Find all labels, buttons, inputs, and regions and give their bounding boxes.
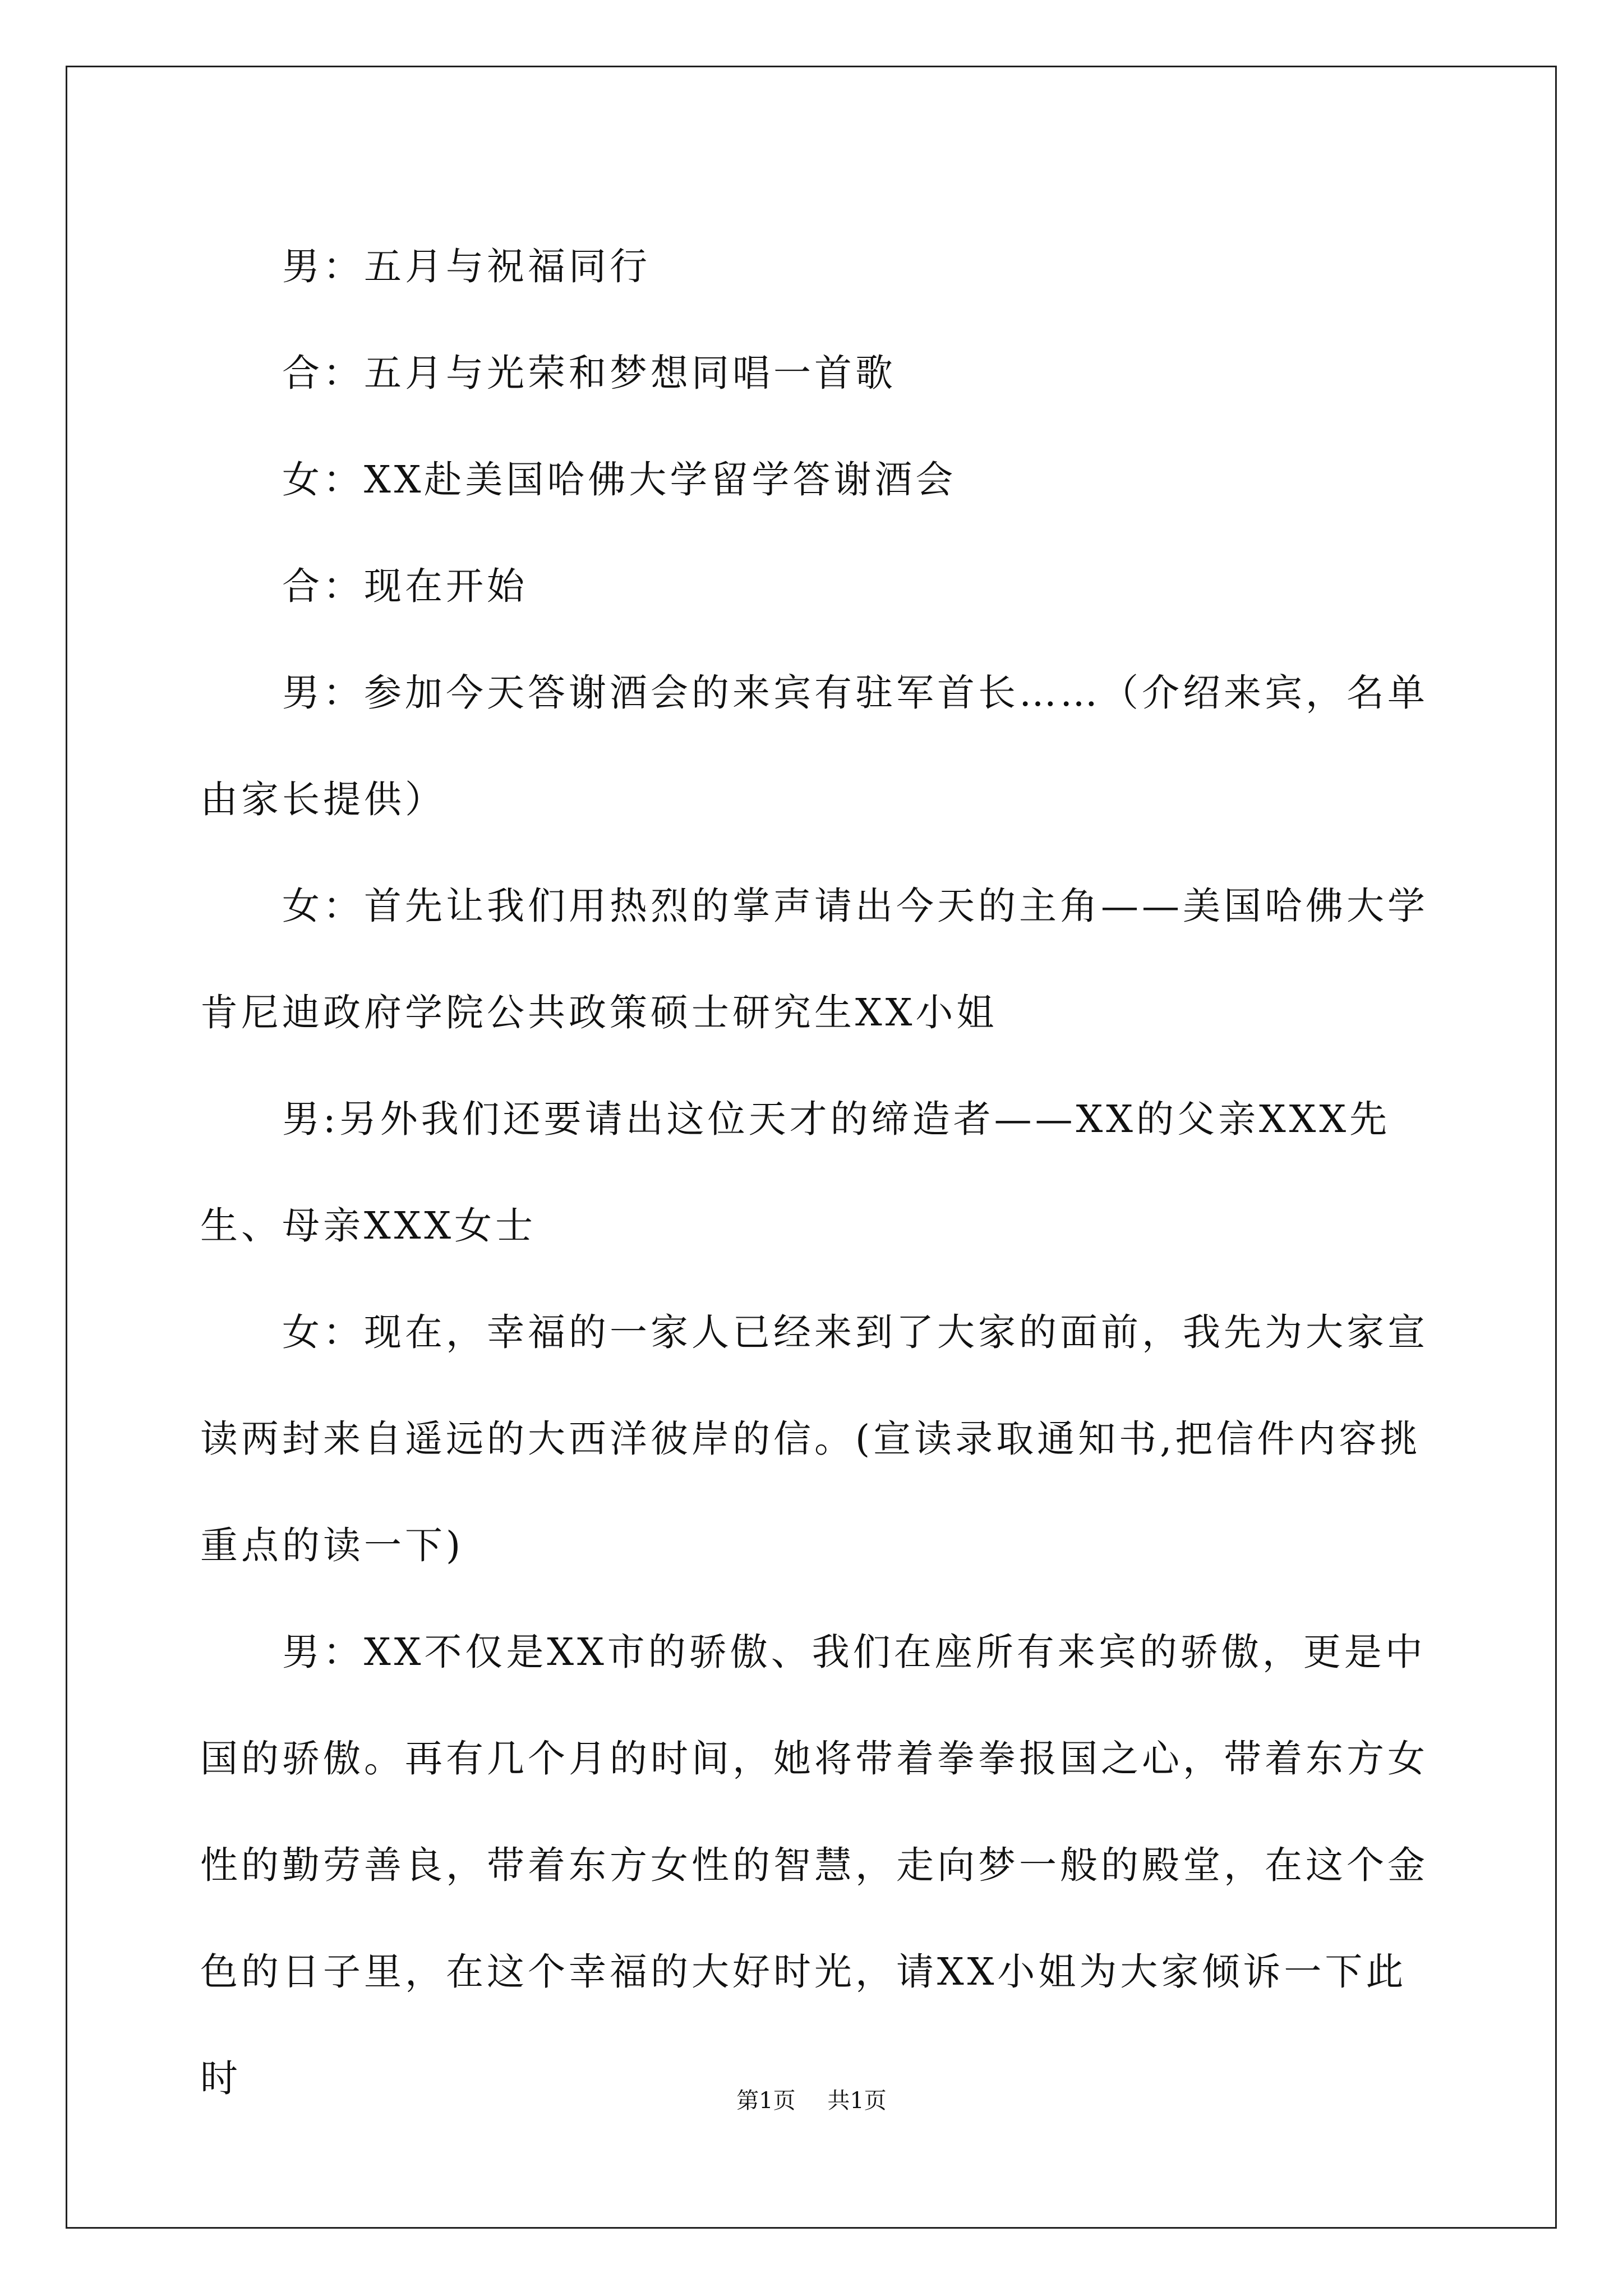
paragraph: 合：五月与光荣和梦想同唱一首歌 [282, 351, 896, 395]
paragraph: 女：现在，幸福的一家人已经来到了大家的面前，我先为大家宣读两封来自遥远的大西洋彼岸的信。(宣读录取通知书,把信件内容挑重点的读一下) [200, 1310, 1428, 1567]
paragraph: 男:另外我们还要请出这位天才的缔造者——XX的父亲XXX先生、母亲XXX女士 [200, 1097, 1391, 1248]
page-number: 第1页 [736, 2088, 796, 2114]
paragraph: 女：XX赴美国哈佛大学留学答谢酒会 [282, 458, 957, 501]
paragraph: 男：参加今天答谢酒会的来宾有驻军首长……（介绍来宾，名单由家长提供） [200, 671, 1428, 821]
paragraph: 女：首先让我们用热烈的掌声请出今天的主角——美国哈佛大学肯尼迪政府学院公共政策硕士研究生XX小姐 [200, 884, 1428, 1034]
paragraph: 男：XX不仅是XX市的骄傲、我们在座所有来宾的骄傲，更是中国的骄傲。再有几个月的时间，她将带着拳拳报国之心，带着东方女性的勤劳善良，带着东方女性的智慧，走向梦一般的殿堂，在这个金色的日子里，在这个幸福的大好时光，请XX小姐为大家倾诉一下此时 [200, 1630, 1428, 2100]
page-footer [0, 2087, 1623, 2115]
page-total: 共1页 [827, 2088, 887, 2114]
paragraph: 合：现在开始 [282, 564, 528, 608]
paragraph: 男：五月与祝福同行 [282, 245, 651, 288]
document-body [200, 213, 1434, 2132]
